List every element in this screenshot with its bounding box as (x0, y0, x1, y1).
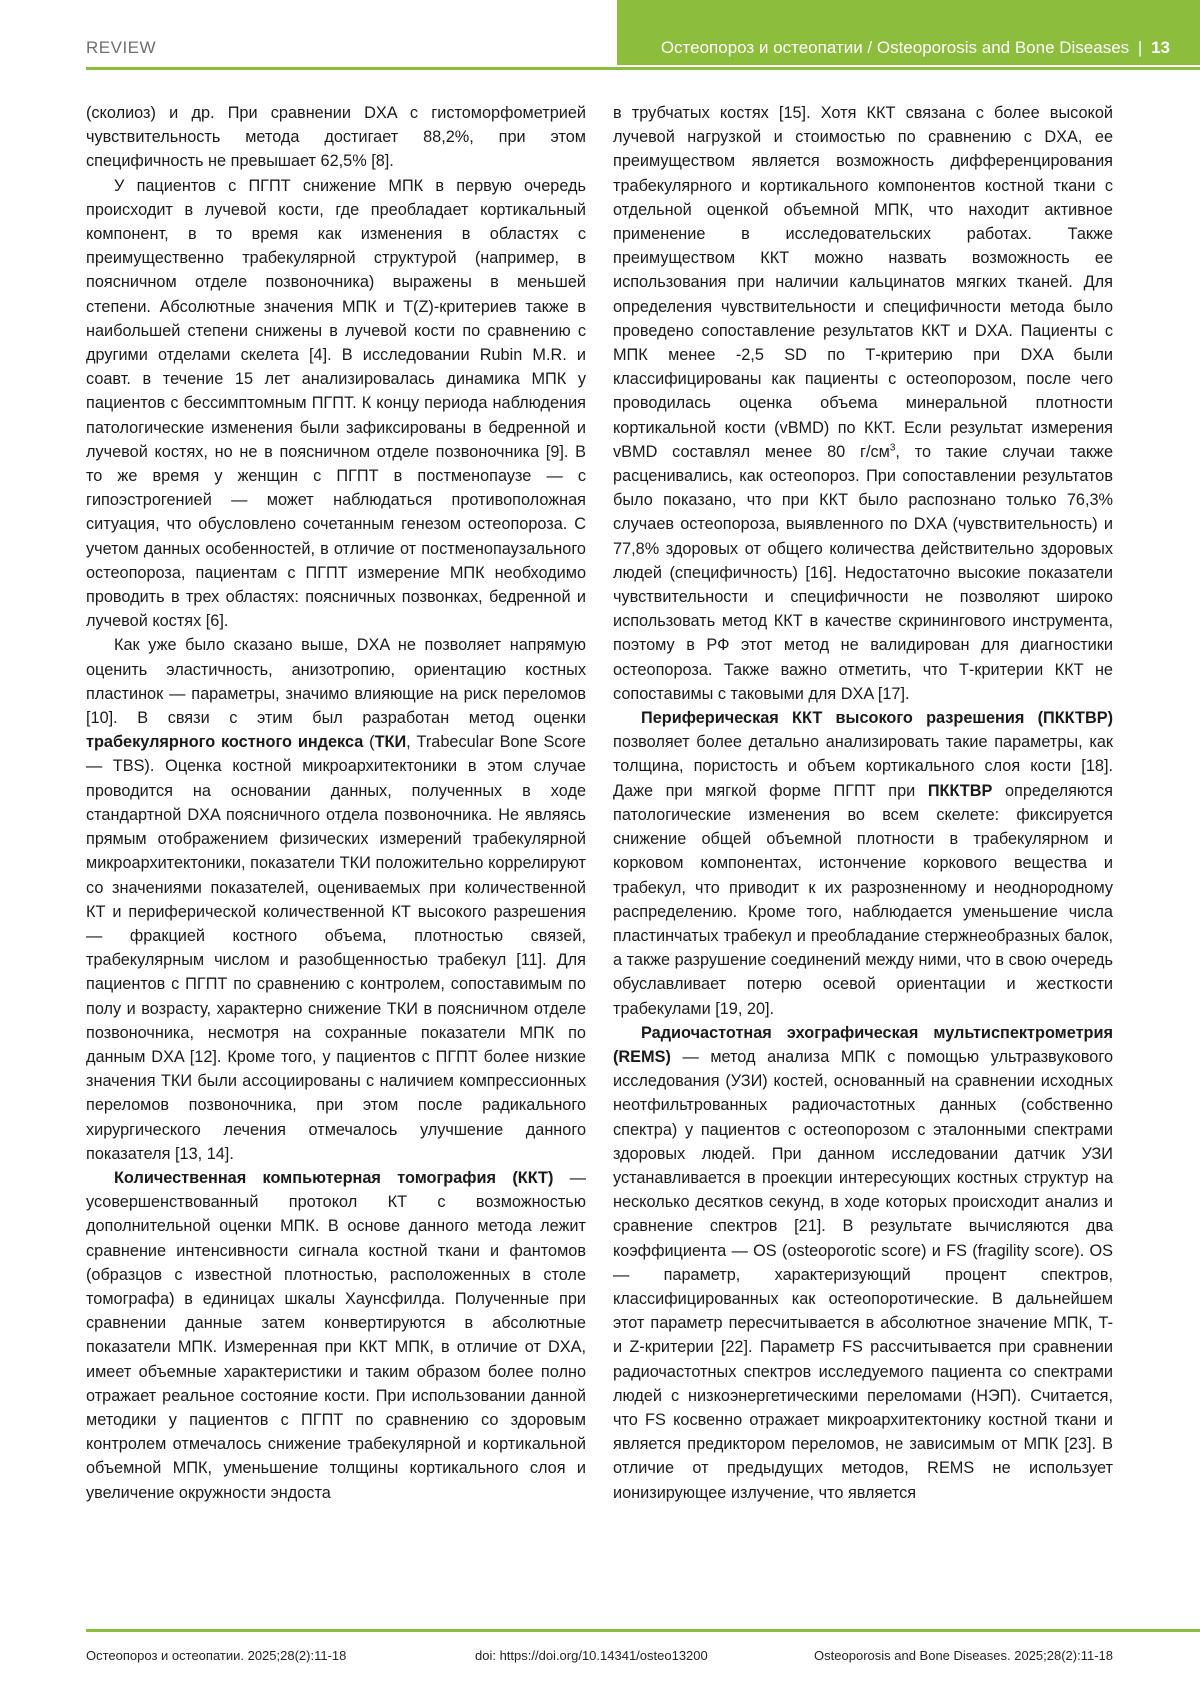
paragraph (613, 101, 1113, 706)
paragraph-text: ( (363, 733, 375, 752)
paragraph-text: в трубчатых костях [15]. Хотя ККТ связана с более высокой лучевой нагрузкой и стоимостью по сравнению с DXA, ее преимуществом является возможность дифференцирования трабекулярного и кортикального компонентов костной ткани с отдельной оценкой объемной МПК, что находит активное применение в исследовательских работах. Также преимуществом ККТ можно назвать возможность ее использования при наличии кальцинатов мягких тканей. Для определения чувствительности и специфичности метода было проведено сопоставление результатов ККТ и DXA. Пациенты с МПК менее -2,5 SD по Т-критерию при DXA были классифицированы как пациенты с остеопорозом, после чего проводилась оценка объема минеральной плотности кортикальной кости (vBMD) по ККТ. Если результат измерения vBMD составлял менее 80 г/см (613, 104, 1113, 461)
term-bold: ТКИ (374, 733, 407, 752)
section-label: REVIEW (86, 38, 157, 57)
paragraph (613, 1021, 1113, 1505)
paragraph (86, 1166, 586, 1505)
term-bold: Количественная компьютерная томография (ККТ) (114, 1168, 554, 1187)
header-rule (86, 67, 1200, 70)
paragraph-text: определяются патологические изменения во всем скелете: фиксируется снижение общей объемной плотности в трабекулярном и корковом компонентах, истончение коркового вещества и трабекул, что приводит к их разрозненному и неоднородному распределению. Кроме того, наблюдается уменьшение числа пластинчатых трабекул и преобладание стержнеобразных балок, а также разрушение соединений между ними, что в свою очередь обуславливает потерю осевой ориентации и жесткости трабекулами [19, 20]. (613, 781, 1113, 1018)
footer-doi[interactable]: doi: https://doi.org/10.14341/osteo13200 (475, 1648, 708, 1663)
left-column (86, 101, 586, 1505)
footer-citation-ru: Остеопороз и остеопатии. 2025;28(2):11-18 (86, 1648, 347, 1663)
journal-header (661, 38, 1170, 58)
header-separator: | (1137, 38, 1143, 57)
paragraph-text: позволяет более детально анализировать такие параметры, как толщина, пористость и объем кортикального слоя кости [18]. Даже при мягкой форме ПГПТ при (613, 733, 1113, 800)
paragraph: У пациентов с ПГПТ снижение МПК в первую очередь происходит в лучевой кости, где преобладает кортикальный компонент, в то время как изменения в областях с преимущественно трабекулярной структурой (например, в поясничном отделе позвоночника) выражены в меньшей степени. Абсолютные значения МПК и T(Z)-критериев также в наибольшей степени снижены в лучевой кости по сравнению с другими отделами скелета [4]. В исследовании Rubin M.R. и соавт. в течение 15 лет анализировалась динамика МПК у пациентов с бессимптомным ПГПТ. К концу периода наблюдения патологические изменения были зафиксированы в бедренной и лучевой костях, но не в поясничном отделе позвоночника [9]. В то же время у женщин с ПГПТ в постменопаузе — с гипоэстрогенией — может наблюдаться противоположная ситуация, что обусловлено сочетанным генезом остеопороза. С учетом данных особенностей, в отличие от постменопаузального остеопороза, пациентам с ПГПТ измерение МПК необходимо проводить в трех областях: поясничных позвонках, бедренной и лучевой костях [6]. (86, 176, 586, 631)
paragraph-text: Как уже было сказано выше, DXA не позволяет напрямую оценить эластичность, анизотропию, ориентацию костных пластинок — параметры, значимо влияющие на риск переломов [10]. В связи с этим был разработан метод оценки (86, 636, 586, 728)
page-number: 13 (1151, 38, 1170, 57)
paragraph: (сколиоз) и др. При сравнении DXA с гистоморфометрией чувствительность метода достигает 88,2%, при этом специфичность не превышает 62,5% [8]. (86, 104, 586, 171)
term-bold: трабекулярного костного индекса (86, 733, 364, 752)
footer-citation-en: Osteoporosis and Bone Diseases. 2025;28(2):11-18 (814, 1648, 1113, 1663)
journal-title: Остеопороз и остеопатии / Osteoporosis and Bone Diseases (660, 38, 1130, 57)
paragraph-text: , то такие случаи также расценивались, как остеопороз. При сопоставлении результатов было показано, что при ККТ было распознано только 76,3% случаев остеопороза, выявленного по DXA (чувствительность) и 77,8% здоровых от общего количества действительно здоровых людей (специфичность) [16]. Недостаточно высокие показатели чувствительности и специфичности не позволяют широко использовать метод ККТ в качестве скринингового инструмента, поэтому в РФ этот метод не валидирован для диагностики остеопороза. Также важно отметить, что Т-критерии ККТ не сопоставимы с таковыми для DXA [17]. (613, 442, 1113, 703)
term-bold: Радиочастотная эхографическая мультиспектрометрия (REMS) (613, 1023, 1113, 1066)
right-column (613, 101, 1113, 1505)
paragraph (613, 706, 1113, 1021)
superscript: 3 (889, 442, 896, 454)
term-bold: ПККТВР (927, 781, 993, 800)
term-bold: Периферическая ККТ высокого разрешения (ПККТВР) (641, 709, 1113, 728)
paragraph-text: — метод анализа МПК с помощью ультразвукового исследования (УЗИ) костей, основанный на сравнении исходных неотфильтрованных радиочастотных данных (собственно спектра) у пациентов с остеопорозом с эталонными спектрами здоровых людей. При данном исследовании датчик УЗИ устанавливается в проекции интересующих костных структур на несколько десятков секунд, в ходе которых происходит анализ и сравнение спектров [21]. В результате вычисляются два коэффициента — OS (osteoporotic score) и FS (fragility score). OS — параметр, характеризующий процент спектров, классифицированных как остеопоротические. В дальнейшем этот параметр пересчитывается в абсолютное значение МПК, T- и Z-критерии [22]. Параметр FS рассчитывается при сравнении радиочастотных спектров исследуемого пациента со спектрами людей с низкоэнергетическими переломами (НЭП). Считается, что FS косвенно отражает микроархитектонику костной ткани и является предиктором переломов, не зависимым от МПК [23]. В отличие от предыдущих методов, REMS не использует ионизирующее излучение, что является (613, 1047, 1113, 1502)
paragraph (86, 633, 586, 1165)
footer-rule (86, 1629, 1200, 1632)
paragraph-text: — усовершенствованный протокол КТ с возможностью дополнительной оценки МПК. В основе данного метода лежит сравнение интенсивности сигнала костной ткани и фантомов (образцов с известной плотностью, расположенных в столе томографа) в единицах шкалы Хаунсфилда. Полученные при сравнении данные затем конвертируются в абсолютные показатели МПК. Измеренная при ККТ МПК, в отличие от DXA, имеет объемные характеристики и таким образом более полно отражает реальное состояние кости. При использовании данной методики у пациентов с ПГПТ по сравнению со здоровым контролем отмечалось снижение трабекулярной и кортикальной объемной МПК, уменьшение толщины кортикального слоя и увеличение окружности эндоста (86, 1168, 586, 1502)
paragraph-text: , Trabecular Bone Score — TBS). Оценка костной микроархитектоники в этом случае проводится на основании данных, полученных в ходе стандартной DXA поясничного отдела позвоночника. Не являясь прямым отображением физических измерений трабекулярной микроархитектоники, показатели ТКИ положительно коррелируют со значениями показателей, оцениваемых при количественной КТ и периферической количественной КТ высокого разрешения — фракцией костного объема, плотностью связей, трабекулярным числом и разобщенностью трабекул [11]. Для пациентов с ПГПТ по сравнению с контролем, сопоставимым по полу и возрасту, характерно снижение ТКИ в поясничном отделе позвоночника, несмотря на сохранные показатели МПК по данным DXA [12]. Кроме того, у пациентов с ПГПТ более низкие значения ТКИ были ассоциированы с наличием компрессионных переломов позвоночника, при этом после радикального хирургического лечения отмечалось улучшение данного показателя [13, 14]. (86, 733, 586, 1163)
